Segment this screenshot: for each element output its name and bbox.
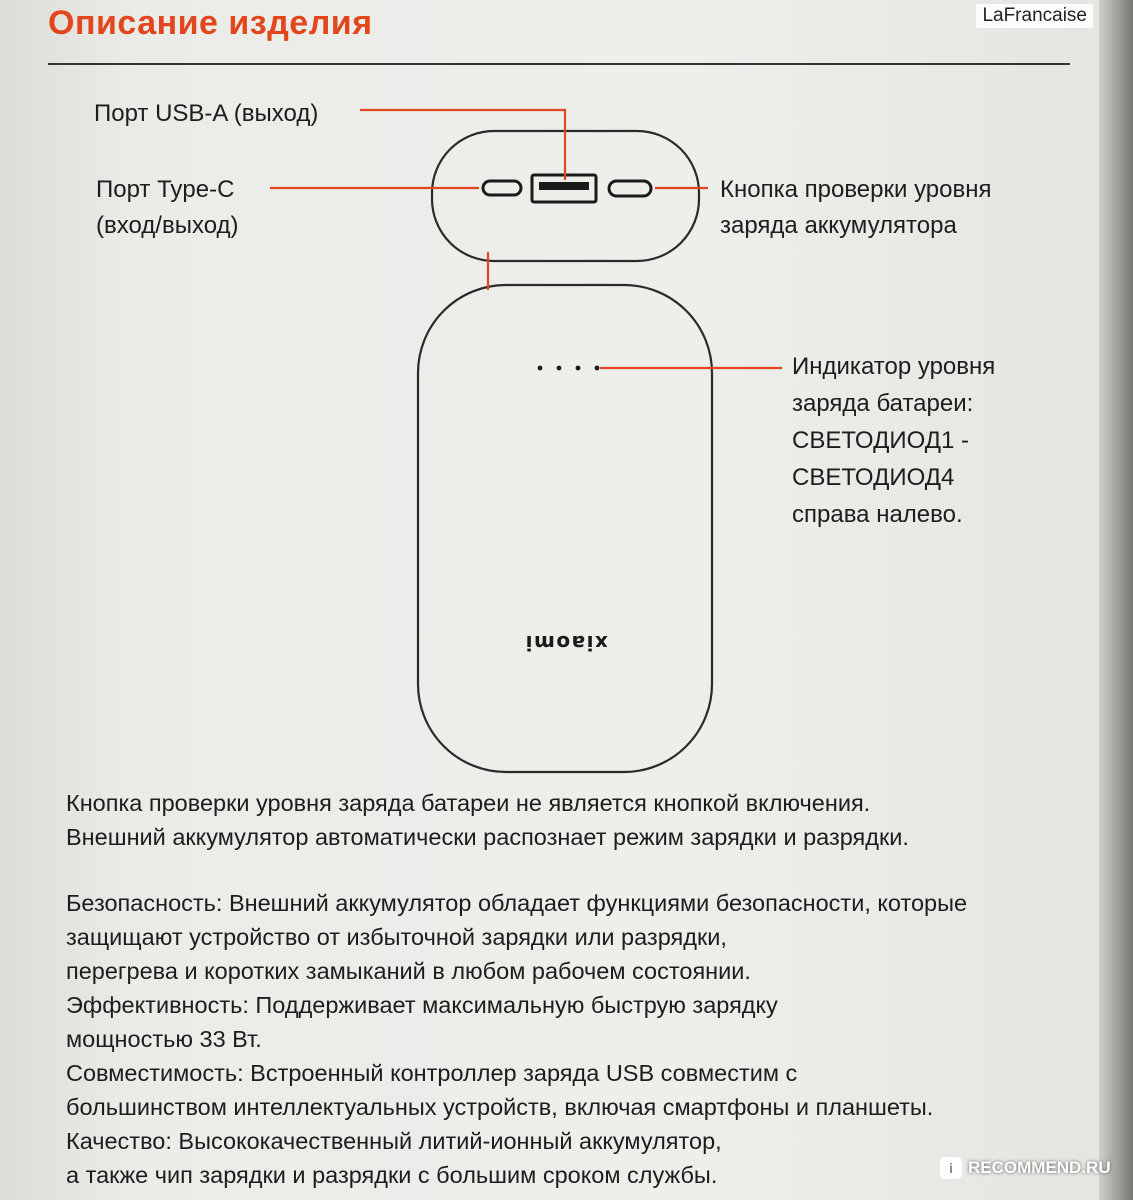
type-c-label: Порт Type-C (вход/выход) bbox=[96, 176, 239, 239]
feature-line: Эффективность: Поддерживает максимальную быструю зарядку bbox=[66, 992, 778, 1018]
usb-a-leader-line bbox=[360, 110, 565, 180]
feature-line: Совместимость: Встроенный контроллер заряда USB совместим с bbox=[66, 1060, 798, 1086]
button-label: Кнопка проверки уровня заряда аккумулятора bbox=[720, 176, 992, 239]
note-line: Кнопка проверки уровня заряда батареи не является кнопкой включения. bbox=[66, 790, 871, 816]
feature-line: перегрева и коротких замыканий в любом рабочем состоянии. bbox=[66, 958, 751, 984]
source-watermark: i RECOMMEND.RU bbox=[940, 1157, 1111, 1179]
check-button-icon bbox=[609, 181, 651, 196]
led-indicators bbox=[538, 366, 600, 371]
brand-logo: xiaomi bbox=[524, 631, 608, 655]
indicator-label: Индикатор уровня заряда батареи: СВЕТОДИОД1 - СВЕТОДИОД4 справа налево. bbox=[792, 353, 996, 528]
usb-a-label: Порт USB-A (выход) bbox=[94, 100, 319, 127]
led-2 bbox=[576, 366, 581, 371]
feature-line: Качество: Высококачественный литий-ионный аккумулятор, bbox=[66, 1128, 722, 1154]
feature-line: защищают устройство от избыточной зарядки или разрядки, bbox=[66, 924, 727, 950]
feature-line: большинством интеллектуальных устройств, включая смартфоны и планшеты. bbox=[66, 1094, 934, 1120]
watermark: LaFrancaise bbox=[976, 4, 1093, 28]
feature-line: мощностью 33 Вт. bbox=[66, 1026, 262, 1052]
recommend-icon: i bbox=[940, 1157, 962, 1179]
feature-line: Безопасность: Внешний аккумулятор обладает функциями безопасности, которые bbox=[66, 890, 968, 916]
notes-paragraph bbox=[66, 786, 909, 854]
led-4 bbox=[538, 366, 543, 371]
features-paragraph bbox=[66, 886, 967, 1192]
note-line: Внешний аккумулятор автоматически распознает режим зарядки и разрядки. bbox=[66, 824, 909, 850]
page-title: Описание изделия bbox=[48, 4, 373, 42]
device-front-outline bbox=[418, 285, 712, 772]
led-3 bbox=[557, 366, 562, 371]
led-1 bbox=[595, 366, 600, 371]
type-c-port-icon bbox=[483, 181, 521, 195]
feature-line: а также чип зарядки и разрядки с большим сроком службы. bbox=[66, 1162, 718, 1188]
